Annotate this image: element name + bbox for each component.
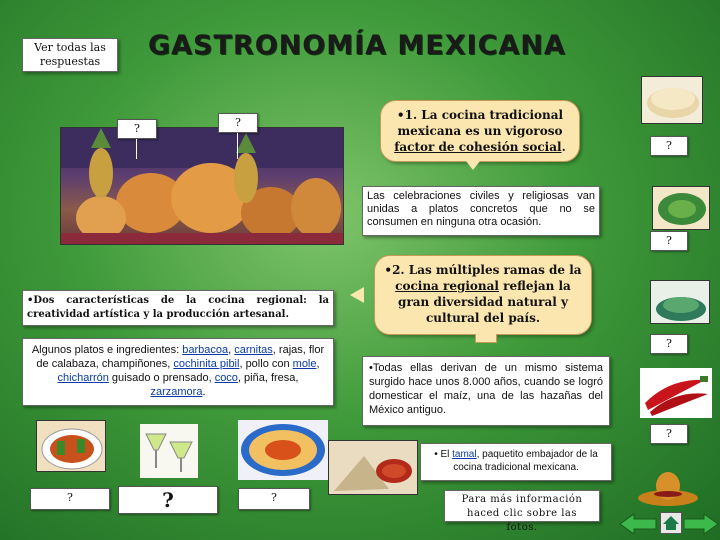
sombrero-icon — [636, 468, 700, 508]
point-2-underlined: cocina regional — [395, 279, 499, 293]
point-2-suffix: reflejan la gran diversidad natural y cultural del país. — [398, 279, 571, 325]
question-button-right-1[interactable]: ? — [650, 136, 688, 156]
platos-textbox — [22, 338, 334, 406]
platos-intro: Algunos platos e ingredientes: — [31, 344, 183, 356]
barbacoa-link[interactable]: barbacoa — [182, 344, 229, 356]
tamal-suffix: , paquetito embajador de la cocina tradicional mexicana. — [453, 449, 598, 473]
mole-link[interactable]: mole — [292, 358, 317, 370]
point-2-text: •2. Las múltiples ramas de la — [384, 263, 582, 277]
todas-textbox: •Todas ellas derivan de un mismo sistema surgido hace unos 8.000 años, cuando se logró domesticar el maíz, una de las hazañas del México antiguo. — [362, 356, 610, 426]
question-button-bottom-1[interactable]: ? — [30, 488, 110, 510]
platos-mid: , pollo con — [239, 358, 293, 370]
point-1-bubble — [380, 100, 580, 162]
sauce-photo[interactable] — [650, 280, 710, 324]
platos-sep: , — [228, 344, 235, 356]
platos-mid: , piña, fresa, — [237, 372, 299, 384]
question-button-photo-right[interactable]: ? — [218, 113, 258, 133]
platos-mid: guisado o prensado, — [108, 372, 215, 384]
question-button-right-3[interactable]: ? — [650, 334, 688, 354]
page-title: GASTRONOMÍA MEXICANA — [148, 30, 566, 61]
point-1-text: •1. La cocina tradicional mexicana es un vigoroso — [396, 108, 564, 138]
question-button-bottom-3[interactable]: ? — [238, 488, 310, 510]
more-info-textbox: Para más información haced clic sobre las fotos. — [444, 490, 600, 522]
home-icon[interactable] — [660, 512, 682, 534]
connector-line — [136, 139, 137, 159]
platos-mid: , rajas, flor de calabaza, champiñones, — [36, 344, 325, 370]
point-1-suffix: . — [561, 140, 566, 154]
tamal-prefix: • El — [434, 449, 453, 460]
point-1-underlined: factor de cohesión social — [394, 140, 562, 154]
bubble-tail-left — [350, 287, 364, 303]
zarzamora-link[interactable]: zarzamora — [150, 386, 203, 398]
pumpkin-photo[interactable] — [60, 127, 344, 245]
plate-photo[interactable] — [238, 420, 328, 480]
forward-arrow-icon[interactable] — [684, 512, 720, 536]
point-2-bubble — [374, 255, 592, 335]
coco-link[interactable]: coco — [214, 372, 238, 384]
cactus-dish-photo[interactable] — [36, 420, 106, 472]
question-button-right-4[interactable]: ? — [650, 424, 688, 444]
tortilla-photo[interactable] — [641, 76, 703, 124]
connector-line — [237, 133, 238, 159]
question-button-right-2[interactable]: ? — [650, 231, 688, 251]
margarita-photo[interactable] — [140, 424, 198, 478]
tamal-photo[interactable] — [328, 440, 418, 495]
chili-photo[interactable] — [640, 368, 712, 418]
bubble-tail — [466, 161, 480, 170]
bubble-tail-bottom — [475, 334, 497, 343]
question-button-bottom-2[interactable]: ? — [118, 486, 218, 514]
celebraciones-textbox: Las celebraciones civiles y religiosas van unidas a platos concretos que no se consumen en ninguna otra ocasión. — [362, 186, 600, 236]
question-button-photo-left[interactable]: ? — [117, 119, 157, 139]
cochinita-pibil-link[interactable]: cochinita pibil — [173, 358, 240, 370]
carnitas-link[interactable]: carnitas — [234, 344, 273, 356]
show-all-answers-button[interactable]: Ver todas las respuestas — [22, 38, 118, 72]
back-arrow-icon[interactable] — [618, 512, 658, 536]
platos-end: . — [202, 386, 206, 398]
platos-sep: , — [316, 358, 320, 370]
tamal-link[interactable]: tamal — [452, 449, 477, 460]
tamal-textbox — [420, 443, 612, 481]
caracteristicas-textbox: •Dos características de la cocina regional: la creatividad artística y la producción artesanal. — [22, 290, 334, 326]
chicharron-link[interactable]: chicharrón — [57, 372, 109, 384]
guacamole-photo[interactable] — [652, 186, 710, 230]
